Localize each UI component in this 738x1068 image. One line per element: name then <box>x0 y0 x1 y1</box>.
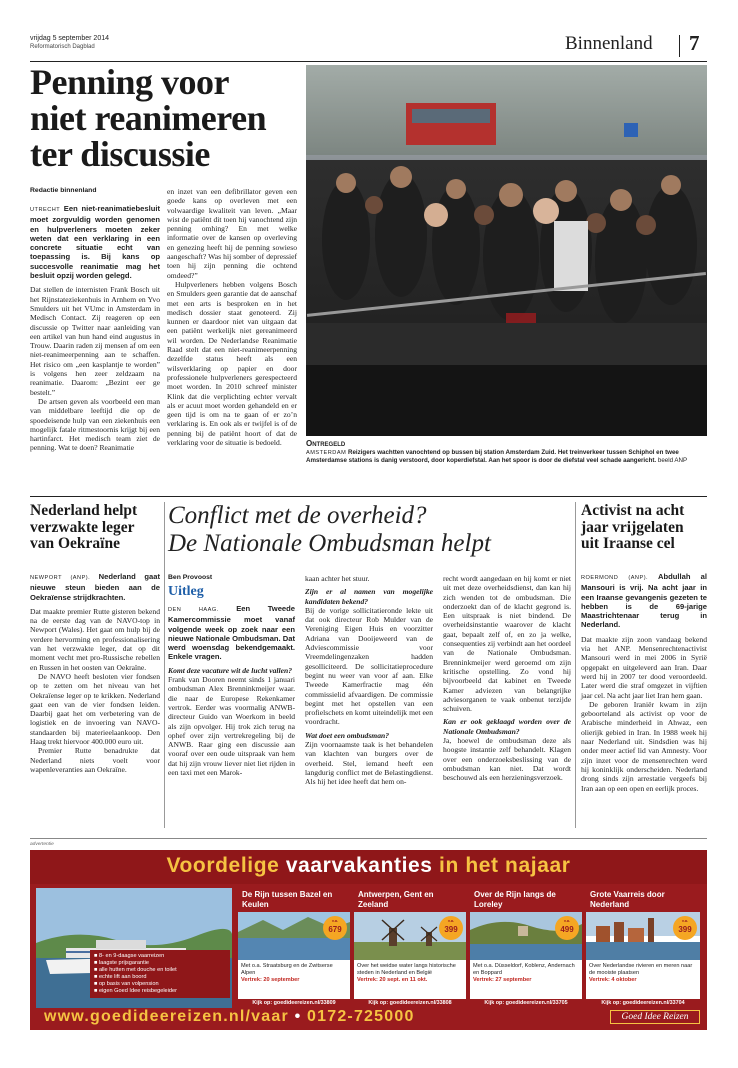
right-dateline: ROERMOND (ANP). <box>581 575 649 581</box>
ad-card-image <box>238 912 350 960</box>
ad-card-loreley[interactable] <box>470 888 582 1008</box>
price-prefix: v.a. <box>563 918 571 923</box>
ad-card-antwerpen[interactable] <box>354 888 466 1008</box>
center-col1-p1: Frank van Dooren neemt sinds 1 januari ombudsman Alex Brenninkmeijer waar. die naar de Europese Rekenkamer vertrok. Eerder was voormalig ANWB-directeur Guido van Woerkom in beeld als zijn opvolger. Hij trok zich terug na ophef over zijn vertrekregeling bij de ANWB. Raar ging een discussie aan vooraf over een oude uitspraak van hem dat hij zijn vrouw liever niet liet rijden in een taxi met een Marok- <box>168 675 295 778</box>
price-prefix: v.a. <box>331 918 339 923</box>
ad-bullet: ■ laagste prijsgarantie <box>94 960 149 966</box>
center-dateline: DEN HAAG. <box>168 607 219 613</box>
center-q2: Zijn er al namen van mogelijke kandidaten bekend? <box>305 587 433 606</box>
main-col-1 <box>30 204 160 453</box>
center-col2-p3: Zijn voornaamste taak is het behandelen van klachten van burgers over de overheid. Stel, iemand heeft een langdurig conflict met de Belastingdienst. Als hij het idee heeft dat hem on- <box>305 740 433 787</box>
right-article-body <box>581 572 707 793</box>
main-col1-p1: Dat stellen de internisten Frank Bosch uit het Rijnstateziekenhuis in Arnhem en Yvo Smulders uit het VUmc in Amsterdam in Medisch Contact. Zij reageren op een discussie op Twitter naar aanleiding van een artikel van hun hand eind augustus in Trouw. Daarin raden zij mensen af om een niet-reanimeerpenning aan te schaffen. Het risico om „een kasplantje te worden” is volgens hen zeer zeldzaam na reanimatie. Daarom: „Bezint eer ge bestelt.” <box>30 285 160 397</box>
ad-bullet-text: alle hutten met douche en toilet <box>98 967 177 973</box>
main-lead: Een niet-reanimatiebesluit moet zorgvuldig worden genomen en hulpverleners moeten zeker weten dat een verklaring in een concrete situatie echt van toepassing is. Bij kans op succesvolle reanimatie mag het besluit opzij worden gelegd. <box>30 204 160 281</box>
news-photo <box>306 65 707 436</box>
goed-idee-logo <box>610 1010 700 1024</box>
ad-bullet: ■ op basis van volpension <box>94 981 159 987</box>
ad-card-departure: Vertrek: 27 september <box>473 976 532 983</box>
header-date: vrijdag 5 september 2014 <box>30 35 109 42</box>
ad-card-link[interactable]: Kijk op: goedideereizen.nl/33809 <box>238 999 350 1008</box>
center-kicker: Uitleg <box>168 584 204 599</box>
center-byline: Ben Provoost <box>168 574 213 581</box>
ad-card-nederland[interactable] <box>586 888 700 1008</box>
right-col-divider <box>575 502 576 828</box>
price-badge <box>323 916 347 940</box>
ad-card-rhine-basel[interactable] <box>238 888 350 1008</box>
ad-card-description: Over het weidse water langs historische steden in Nederland en België <box>357 963 456 976</box>
ad-bullet-text: laagste prijsgarantie <box>98 960 149 966</box>
center-headline-line1: Conflict met de overheid? <box>168 502 427 529</box>
ad-card-link[interactable]: Kijk op: goedideereizen.nl/33705 <box>470 999 582 1008</box>
price-prefix: v.a. <box>681 918 689 923</box>
ad-card-text <box>238 960 350 994</box>
center-col3-p2: Ja, hoewel de ombudsman deze als hoogste instantie zelf behandelt. Klagen over een onderzoeksbeslissing van de ombudsman kan niet. Dat wordt beschouwd als een herzieningsverzoek. <box>443 736 571 783</box>
ad-headline-part3: in het najaar <box>439 854 571 877</box>
ad-footer-phone[interactable]: 0172-725000 <box>307 1008 415 1025</box>
right-headline-line3: uit Iraanse cel <box>581 535 675 552</box>
left-article-body <box>30 572 160 774</box>
ad-headline-part1: Voordelige <box>166 854 280 877</box>
photo-caption-text: Reizigers wachtten vanochtend op bussen bij station Amsterdam Zuid. Het treinverkeer tussen Schiphol en twee Amsterdamse stations is danig verstoord, door koperdiefstal. Aan het spoor is door de diefstal veel schade aangericht. <box>306 449 679 464</box>
center-col-3 <box>443 574 571 783</box>
left-headline-line3: van Oekraïne <box>30 535 120 552</box>
page-number: 7 <box>689 31 700 55</box>
right-headline <box>581 503 711 553</box>
center-q1: Komt deze vacature wit de lucht vallen? <box>168 665 293 675</box>
ad-card-title: Grote Vaarreis door Nederland <box>586 888 700 912</box>
ad-card-image <box>586 912 700 960</box>
center-col-1 <box>168 604 295 777</box>
center-col2-p2: Bij de vorige sollicitatieronde lekte uit dat ook directeur Rob Mulder van de Vereniging Eigen Huis en voorzitter Adriana van Dooijeweerd van de Adviescommissie voor Vreemdelingenzaken hadden gesolliciteerd. De sollicitatieprocedure begint nu weer van voor af aan. Elke Tweede Kamerfractie mag één commissielid afvaardigen. De commissie begint met het opstellen van een profielschets en komt uiteindelijk met een voordracht. <box>305 605 433 727</box>
ad-headline-part2: vaarvakanties <box>285 854 433 877</box>
logo-text: Goed Idee Reizen <box>621 1012 689 1022</box>
ad-card-link[interactable]: Kijk op: goedideereizen.nl/33704 <box>586 999 700 1008</box>
main-headline-line2: niet reanimeren <box>30 98 267 138</box>
ad-bullet: ■ echte lift aan boord <box>94 974 147 980</box>
ad-card-text <box>470 960 582 994</box>
ad-card-departure: Vertrek: 4 oktober <box>589 976 637 983</box>
center-lead: Een Tweede Kamercommissie moet vanaf volgende week op zoek naar een nieuwe Nationale Ombudsman. Dat werd woensdag bekendgemaakt. Enkele vragen. <box>168 604 296 662</box>
ad-card-title: Over de Rijn langs de Loreley <box>470 888 582 912</box>
main-col-2 <box>167 187 297 447</box>
ad-footer[interactable] <box>44 1008 604 1026</box>
ad-card-image <box>354 912 466 960</box>
advert-panel[interactable] <box>30 850 707 1030</box>
ad-card-link[interactable]: Kijk op: goedideereizen.nl/33808 <box>354 999 466 1008</box>
center-col-2 <box>305 574 433 787</box>
price-value: 399 <box>678 925 692 934</box>
left-headline <box>30 503 165 553</box>
price-prefix: v.a. <box>447 918 455 923</box>
photo-caption-title: Ontregeld <box>306 439 346 448</box>
price-badge <box>555 916 579 940</box>
left-lead: Nederland gaat nieuwe steun bieden aan de Oekraïense strijdkrachten. <box>30 572 160 602</box>
ad-card-image <box>470 912 582 960</box>
right-p1: Dat maakte zijn zoon vandaag bekend via het ANP. Mensenrechtenactivist Mansouri werd in mei 2006 in Syrië opgepakt en uitgeleverd aan Iran. Daar werd hij in 2007 ter dood veroordeeld. Later werd die straf omgezet in vijftien jaar cel. Na acht jaar liet Iran hem gaan. <box>581 634 707 700</box>
mid-rule <box>30 496 707 497</box>
ad-headline <box>30 854 707 878</box>
left-dateline: NEWPORT (ANP). <box>30 575 91 581</box>
main-col2-p1: en inzet van een defibrillator geven een goede kans op overleven met een volwaardige kwaliteit van leven. „Maar wist de patiënt dit toen hij vanochtend zijn penning omhing? En met welke informatie over de kansen op overleving en genezing heeft hij de penning sowieso aangeschaft? Was hij somber of depressief toen hij zijn penning die ochtend omdeed?” <box>167 187 297 280</box>
price-value: 399 <box>444 925 458 934</box>
center-col2-p1: kaan achter het stuur. <box>305 574 370 583</box>
left-col-divider <box>164 502 165 828</box>
ad-card-title: De Rijn tussen Bazel en Keulen <box>238 888 350 912</box>
left-p3: Premier Rutte benadrukte dat Nederland niets voelt voor wapenleveranties aan Oekraïne. <box>30 746 160 774</box>
right-p2: De geboren Iraniër kwam in zijn geboorteland als activist op voor de Arabische minderheid in Ahwaz, een olierijk gebied in Iran. In 1988 week hij naar Nederland uit. Sindsdien was hij onder meer actief lid van Amnesty. Voor zijn inzet voor de mensenrechten werd hij koninklijk onderscheiden. Nederland drong sinds zijn arrestatie vergeefs bij Iran aan op een open en eerlijk proces. <box>581 699 707 793</box>
ad-footer-url[interactable]: www.goedideereizen.nl/vaar <box>44 1008 289 1025</box>
ad-label: advertentie <box>30 842 54 847</box>
crowd-photo-illustration <box>306 65 707 436</box>
main-col2-p2: Hulpverleners hebben volgens Bosch en Smulders geen garantie dat de aanschaf met een arts is besproken en in het medisch dossier staat genoteerd. Zij kunnen er daardoor niet van uitgaan dat een patiënt werkelijk niet gereanimeerd wil worden. De Nederlandse Reanimatie Raad stelt dat een niet-reanimeerpenning dezelfde status heeft als een wilsverklaring op papier en door professionele hulpverleners gerespecteerd moet worden. In 2010 schreef minister Klink dat die verplichting echter vervalt als er acuut moet worden gehandeld en er geen tijd is om na te gaan of er zo’n verklaring is. En ook als er twijfel is of de penning bij de patiënt hoort of dat de verklaring voor de situatie is bedoeld. <box>167 279 297 448</box>
left-p1: Dat maakte premier Rutte gisteren bekend na de eerste dag van de NAVO-top in Newport (Wales). Het gaat om hulp bij de verdere hervorming en professionalisering van het verzwakte leger, dat op dit moment vecht met pro-Russische rebellen en Russen in het oosten van Oekraïne. <box>30 606 160 672</box>
header-paper: Reformatorisch Dagblad <box>30 44 95 50</box>
ad-bullet-text: echte lift aan boord <box>98 974 147 980</box>
right-headline-line2: jaar vrijgelaten <box>581 518 684 536</box>
ad-bullet: ■ 8- en 9-daagse vaarreizen <box>94 953 165 959</box>
main-dateline: UTRECHT <box>30 207 61 213</box>
ad-bullet-text: 8- en 9-daagse vaarreizen <box>98 953 165 959</box>
center-q4: Kan er ook geklaagd worden over de Nationale Ombudsman? <box>443 717 571 736</box>
center-q3: Wat doet een ombudsman? <box>305 730 390 740</box>
ad-card-text <box>586 960 700 994</box>
photo-caption-dateline: AMSTERDAM <box>306 450 347 456</box>
header-divider <box>679 35 680 57</box>
price-value: 679 <box>328 925 342 934</box>
ad-card-departure: Vertrek: 20 sept. en 11 okt. <box>357 976 428 983</box>
price-badge <box>439 916 463 940</box>
left-p2: De NAVO heeft besloten vier fondsen op te zetten om het niveau van het Oekraïense leger op te krikken. Nederland gaat een van de vier fondsen leiden. Daarbij gaat het om verbetering van de logistiek en de invoering van NAVO-standaarden bij materieelaankoop. Den Haag trekt hiervoor 400.000 euro uit. <box>30 671 160 747</box>
main-headline-line1: Penning voor <box>30 62 230 102</box>
ad-bullet: ■ alle hutten met douche en toilet <box>94 967 177 973</box>
main-headline <box>30 64 300 172</box>
ad-bullet-text: eigen Goed Idee reisbegeleider <box>98 988 177 994</box>
ad-bullets <box>90 950 230 998</box>
ad-footer-separator: • <box>294 1008 302 1025</box>
left-headline-line1: Nederland helpt <box>30 502 138 519</box>
right-headline-line1: Activist na acht <box>581 502 685 519</box>
ad-bullet-text: op basis van volpension <box>98 981 159 987</box>
ad-card-description: Met o.a. Straatsburg en de Zwitserse Alpen <box>241 963 333 976</box>
price-badge <box>673 916 697 940</box>
ad-card-title: Antwerpen, Gent en Zeeland <box>354 888 466 912</box>
center-headline <box>168 502 568 558</box>
section-title: Binnenland <box>565 33 653 54</box>
main-headline-line3: ter discussie <box>30 134 210 174</box>
ad-card-text <box>354 960 466 994</box>
price-value: 499 <box>560 925 574 934</box>
ad-card-description: Over Nederlandse rivieren en meren naar de mooiste plaatsen <box>589 963 693 976</box>
center-headline-line2: De Nationale Ombudsman helpt <box>168 530 491 557</box>
ad-card-departure: Vertrek: 20 september <box>241 976 300 983</box>
photo-credit: beeld ANP <box>657 457 688 464</box>
main-col1-p2: De artsen geven als voorbeeld een man van middelbare leeftijd die op de spoedeisende hulp van een ziekenhuis een mogelijk fatale ritmestoornis krijgt bij een hartinfarct. Het medisch team ziet de penning. Wat te doen? Reanimatie <box>30 396 160 453</box>
right-lead: Abdullah al Mansouri is vrij. Na acht jaar in een Iraanse gevangenis gezeten te hebben is de 69-jarige Maastrichtenaar terug in Nederland. <box>581 572 707 630</box>
ad-rule <box>30 838 707 839</box>
ad-card-description: Met o.a. Düsseldorf, Koblenz, Andernach en Boppard <box>473 963 575 976</box>
center-col3-p1: recht wordt aangedaan en hij komt er niet uit met deze overheidsdienst, dan kan hij zich wenden tot de ombudsman. Die onderzoekt dan of de klacht gegrond is. Een uitspraak is niet bindend. De overheidsinstantie waarover de klacht gaat, bepaalt zelf of, en zo ja welke, consequenties zij verbindt aan het oordeel van de Nationale Ombudsman. Brenninkmeijer werd geroemd om zijn kritische opstelling. Zo vond hij bijvoorbeeld dat kabinet en Tweede Kamer adviezen van belangrijke adviesorganen te vaak onbenut terzijde schuiven. <box>443 574 571 714</box>
ad-bullet: ■ eigen Goed Idee reisbegeleider <box>94 988 177 994</box>
left-headline-line2: verzwakte leger <box>30 518 135 536</box>
main-byline: Redactie binnenland <box>30 187 97 194</box>
photo-caption <box>306 440 707 465</box>
